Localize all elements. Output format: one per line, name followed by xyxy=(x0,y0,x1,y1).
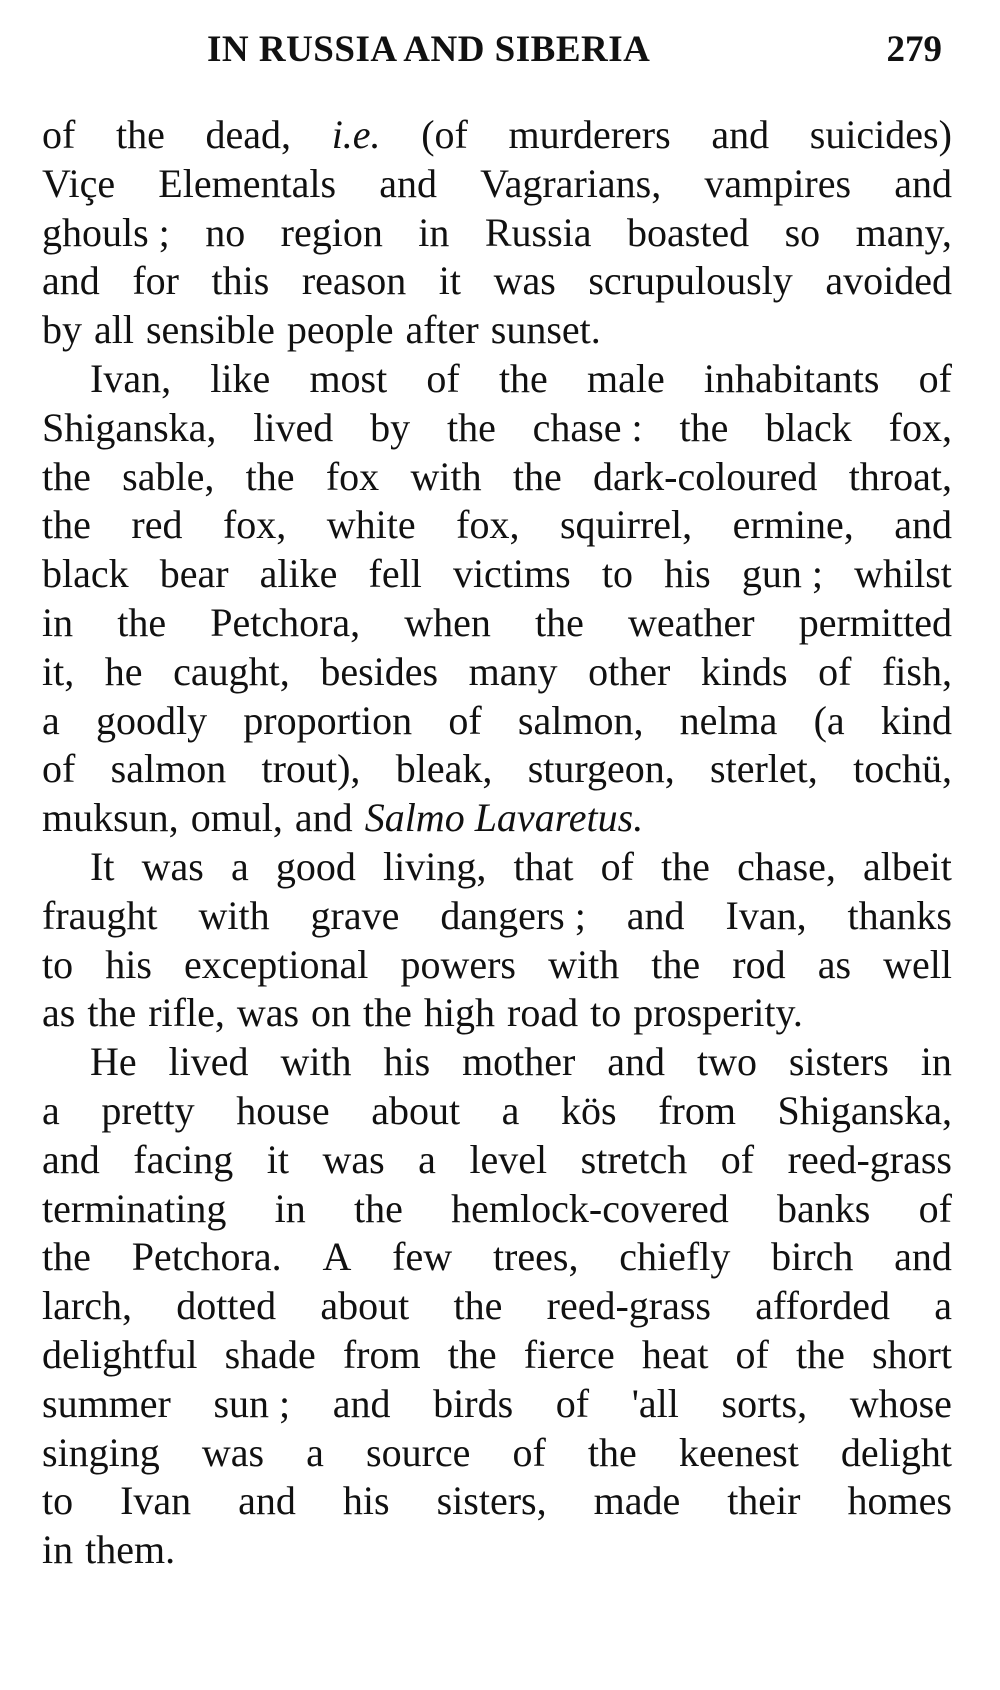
word: the xyxy=(512,453,562,499)
text-line xyxy=(42,453,952,502)
word: his xyxy=(105,941,152,987)
word: and xyxy=(379,160,437,206)
word: prosperity. xyxy=(633,990,803,1036)
word: in xyxy=(418,209,450,255)
text-line xyxy=(42,1380,952,1429)
word: trout), xyxy=(261,746,361,792)
word: the xyxy=(363,990,412,1036)
word: and xyxy=(294,795,353,841)
text-line xyxy=(42,1087,952,1136)
word: with xyxy=(280,1039,352,1085)
word: the xyxy=(446,404,496,450)
word: proportion xyxy=(243,697,413,743)
word: road xyxy=(507,990,579,1036)
word: dead, xyxy=(205,112,292,157)
word: the xyxy=(795,1331,845,1377)
word: shade xyxy=(224,1331,316,1377)
word: chase : xyxy=(532,404,643,450)
word: that xyxy=(513,843,574,889)
text-line xyxy=(42,550,952,599)
word: Russia xyxy=(484,209,592,255)
word: a xyxy=(306,1429,324,1475)
text-line xyxy=(42,1477,952,1526)
word: it xyxy=(438,258,462,304)
word: salmon xyxy=(110,746,227,792)
text-line xyxy=(42,1526,952,1575)
word: of xyxy=(426,355,460,401)
word: and xyxy=(711,112,770,157)
word: hemlock-covered xyxy=(451,1185,729,1231)
word: the xyxy=(447,1331,497,1377)
word: a xyxy=(418,1136,436,1182)
word: avoided xyxy=(825,258,952,304)
word: black xyxy=(765,404,852,450)
word: good xyxy=(275,843,356,889)
paragraph xyxy=(42,355,952,843)
word: A xyxy=(322,1234,352,1280)
text-line xyxy=(42,404,952,453)
word: nelma xyxy=(679,697,778,743)
word: stretch xyxy=(580,1136,688,1182)
word: as xyxy=(817,941,852,987)
word: sorts, xyxy=(721,1380,808,1426)
word: (of xyxy=(421,112,468,157)
word: (a xyxy=(813,697,845,743)
word: reed-grass xyxy=(787,1136,952,1182)
word: the xyxy=(117,599,167,645)
word: to xyxy=(42,941,74,987)
word: Shiganska, xyxy=(777,1087,952,1133)
word: fox xyxy=(325,453,380,499)
word: about xyxy=(320,1283,410,1329)
word: lived xyxy=(253,404,334,450)
word: a xyxy=(42,1087,60,1133)
word: short xyxy=(871,1331,952,1377)
page-number: 279 xyxy=(886,29,942,70)
word: male xyxy=(587,355,665,401)
word: two xyxy=(696,1039,757,1085)
text-line xyxy=(42,599,952,648)
word: gun ; xyxy=(741,551,823,597)
word: all xyxy=(94,307,134,353)
word: his xyxy=(383,1039,431,1085)
word: fox, xyxy=(888,404,952,450)
word: the xyxy=(87,990,137,1036)
word: red xyxy=(131,502,183,548)
word: no xyxy=(205,209,246,255)
word: of xyxy=(555,1380,590,1426)
word: Viçe xyxy=(42,160,116,206)
text-line xyxy=(42,1185,952,1234)
word: delight xyxy=(840,1429,952,1475)
word: source xyxy=(366,1429,471,1475)
word: of xyxy=(918,1185,952,1231)
word: of xyxy=(818,648,852,694)
word: and xyxy=(894,502,952,548)
text-line xyxy=(42,355,952,404)
word: region xyxy=(280,209,383,255)
word: house xyxy=(236,1087,330,1133)
text-line xyxy=(42,941,952,990)
text-line xyxy=(42,892,952,941)
word: in xyxy=(274,1185,306,1231)
word: bleak, xyxy=(395,746,493,792)
text-line xyxy=(42,648,952,697)
word: Vagrarians, xyxy=(480,160,662,206)
text-line xyxy=(42,843,952,892)
word: keenest xyxy=(678,1429,799,1475)
word: the xyxy=(535,599,584,645)
word: dotted xyxy=(176,1283,277,1329)
word: from xyxy=(342,1331,421,1377)
word: was xyxy=(201,1429,265,1475)
word: reason xyxy=(301,258,407,304)
word: It xyxy=(90,843,115,889)
word: with xyxy=(198,892,270,938)
word: fell xyxy=(368,551,422,597)
word: afforded xyxy=(755,1283,890,1329)
word: the xyxy=(661,843,710,889)
word: dangers ; xyxy=(440,892,586,938)
word: boasted xyxy=(626,209,750,255)
word: them. xyxy=(85,1527,176,1573)
word: Salmo Lavaretus. xyxy=(364,795,644,841)
word: with xyxy=(410,453,482,499)
text-line xyxy=(42,1038,952,1087)
word: with xyxy=(548,941,620,987)
text-line xyxy=(42,1136,952,1185)
running-head xyxy=(42,28,942,78)
word: grave xyxy=(310,892,400,938)
text-line xyxy=(42,1429,952,1478)
word: their xyxy=(727,1478,801,1524)
word: birch xyxy=(771,1234,854,1280)
word: banks xyxy=(777,1185,871,1231)
text-line xyxy=(42,111,952,160)
word: other xyxy=(588,648,671,694)
word: the xyxy=(42,453,91,499)
text-line xyxy=(42,306,952,355)
word: omul, xyxy=(190,795,283,841)
word: it xyxy=(266,1136,289,1182)
word: fierce xyxy=(523,1331,615,1377)
word: of xyxy=(448,697,482,743)
word: his xyxy=(342,1478,390,1524)
word: many xyxy=(468,648,558,694)
word: dark-coloured xyxy=(593,453,818,499)
word: the xyxy=(245,453,295,499)
word: homes xyxy=(847,1478,952,1524)
word: birds xyxy=(433,1380,514,1426)
word: white xyxy=(326,502,416,548)
text-line xyxy=(42,697,952,746)
word: living, xyxy=(382,843,487,889)
word: mother xyxy=(462,1039,576,1085)
word: albeit xyxy=(863,843,952,889)
word: sable, xyxy=(122,453,215,499)
word: for xyxy=(132,258,179,304)
word: to xyxy=(590,990,622,1036)
word: his xyxy=(664,551,711,597)
word: He xyxy=(90,1039,137,1085)
paragraph xyxy=(42,111,952,355)
word: alike xyxy=(259,551,338,597)
paragraph xyxy=(42,843,952,1038)
word: from xyxy=(658,1087,736,1133)
word: a xyxy=(501,1087,520,1133)
word: vampires xyxy=(704,160,852,206)
word: the xyxy=(115,112,165,157)
word: terminating xyxy=(42,1185,227,1231)
word: throat, xyxy=(848,453,952,499)
word: black xyxy=(42,551,129,597)
word: well xyxy=(883,941,952,987)
word: heat xyxy=(641,1331,709,1377)
word: by xyxy=(370,404,411,450)
word: chiefly xyxy=(619,1234,731,1280)
word: sunset. xyxy=(490,307,601,353)
word: Petchora, xyxy=(210,599,361,645)
word: trees, xyxy=(492,1234,579,1280)
word: caught, xyxy=(173,648,290,694)
word: tochü, xyxy=(853,746,952,792)
word: in xyxy=(42,1527,74,1573)
word: and xyxy=(42,1136,100,1182)
word: was xyxy=(236,990,300,1036)
word: the xyxy=(587,1429,637,1475)
word: a xyxy=(42,697,60,743)
word: besides xyxy=(320,648,439,694)
word: muksun, xyxy=(42,795,179,841)
text-line xyxy=(42,794,952,843)
word: made xyxy=(593,1478,681,1524)
paragraph xyxy=(42,1038,952,1575)
word: and xyxy=(626,892,685,938)
word: to xyxy=(601,551,633,597)
word: reed-grass xyxy=(546,1283,711,1329)
word: fish, xyxy=(881,648,952,694)
word: ermine, xyxy=(732,502,854,548)
word: permitted xyxy=(798,599,952,645)
word: sturgeon, xyxy=(527,746,675,792)
word: he xyxy=(104,648,143,694)
word: salmon, xyxy=(517,697,644,743)
word: on xyxy=(311,990,352,1036)
text-line xyxy=(42,1331,952,1380)
word: murderers xyxy=(508,112,671,157)
word: the xyxy=(42,502,91,548)
word: and xyxy=(607,1039,666,1085)
word: in xyxy=(42,599,74,645)
word: singing xyxy=(42,1429,160,1475)
word: of xyxy=(735,1331,769,1377)
word: whose xyxy=(849,1380,952,1426)
word: when xyxy=(404,599,491,645)
word: weather xyxy=(628,599,755,645)
word: Ivan, xyxy=(90,355,172,401)
word: many, xyxy=(855,209,952,255)
word: larch, xyxy=(42,1283,132,1329)
word: facing xyxy=(133,1136,234,1182)
text-line xyxy=(42,1233,952,1282)
word: of xyxy=(42,112,76,157)
word: thanks xyxy=(847,892,952,938)
word: the xyxy=(42,1234,91,1280)
word: sensible xyxy=(145,307,275,353)
word: few xyxy=(392,1234,453,1280)
word: fraught xyxy=(42,892,158,938)
word: fox, xyxy=(456,502,520,548)
word: and xyxy=(42,258,100,304)
word: sisters, xyxy=(436,1478,547,1524)
word: after xyxy=(405,307,479,353)
word: of xyxy=(918,355,952,401)
word: of xyxy=(600,843,634,889)
word: scrupulously xyxy=(588,258,793,304)
word: suicides) xyxy=(809,112,952,157)
word: Shiganska, xyxy=(42,404,217,450)
word: exceptional xyxy=(184,941,369,987)
word: the xyxy=(651,941,701,987)
word: and xyxy=(894,160,952,206)
word: rod xyxy=(732,941,786,987)
word: was xyxy=(493,258,556,304)
word: a xyxy=(934,1283,952,1329)
text-line xyxy=(42,209,952,258)
word: most xyxy=(309,355,388,401)
word: pretty xyxy=(101,1087,195,1133)
word: of xyxy=(720,1136,755,1182)
word: powers xyxy=(400,941,516,987)
word: was xyxy=(322,1136,385,1182)
word: i.e. xyxy=(331,112,381,157)
text-line xyxy=(42,160,952,209)
word: in xyxy=(920,1039,952,1085)
word: kind xyxy=(880,697,952,743)
word: to xyxy=(42,1478,74,1524)
word: lived xyxy=(168,1039,249,1085)
word: a xyxy=(230,843,249,889)
body-text xyxy=(42,111,952,1575)
word: whilst xyxy=(854,551,952,597)
word: and xyxy=(332,1380,391,1426)
word: sterlet, xyxy=(710,746,818,792)
word: high xyxy=(423,990,496,1036)
word: the xyxy=(679,404,729,450)
word: by xyxy=(42,307,82,353)
word: squirrel, xyxy=(559,502,693,548)
text-line xyxy=(42,1282,952,1331)
word: inhabitants xyxy=(703,355,880,401)
word: of xyxy=(512,1429,546,1475)
word: and xyxy=(894,1234,952,1280)
word: of xyxy=(42,746,76,792)
word: chase, xyxy=(737,843,836,889)
word: this xyxy=(211,258,270,304)
word: the xyxy=(354,1185,403,1231)
word: victims xyxy=(452,551,571,597)
word: ghouls ; xyxy=(42,209,170,255)
word: kös xyxy=(561,1087,617,1133)
word: Ivan xyxy=(120,1478,192,1524)
word: sun ; xyxy=(213,1380,291,1426)
word: was xyxy=(141,843,204,889)
word: like xyxy=(210,355,271,401)
word: the xyxy=(453,1283,503,1329)
running-title: IN RUSSIA AND SIBERIA xyxy=(207,29,651,70)
word: and xyxy=(238,1478,296,1524)
word: summer xyxy=(42,1380,171,1426)
word: fox, xyxy=(222,502,287,548)
word: delightful xyxy=(42,1331,198,1377)
word: kinds xyxy=(700,648,788,694)
word: Petchora. xyxy=(131,1234,282,1280)
word: level xyxy=(469,1136,548,1182)
word: the xyxy=(498,355,548,401)
text-line xyxy=(42,745,952,794)
word: so xyxy=(784,209,821,255)
word: Ivan, xyxy=(725,892,807,938)
text-line xyxy=(42,257,952,306)
word: sisters xyxy=(788,1039,889,1085)
text-line xyxy=(42,989,952,1038)
word: people xyxy=(286,307,394,353)
word: it, xyxy=(42,648,75,694)
word: Elementals xyxy=(158,160,337,206)
word: goodly xyxy=(95,697,208,743)
word: bear xyxy=(159,551,229,597)
word: rifle, xyxy=(148,990,225,1036)
word: as xyxy=(42,990,76,1036)
word: about xyxy=(371,1087,461,1133)
word: 'all xyxy=(631,1380,679,1426)
text-line xyxy=(42,501,952,550)
